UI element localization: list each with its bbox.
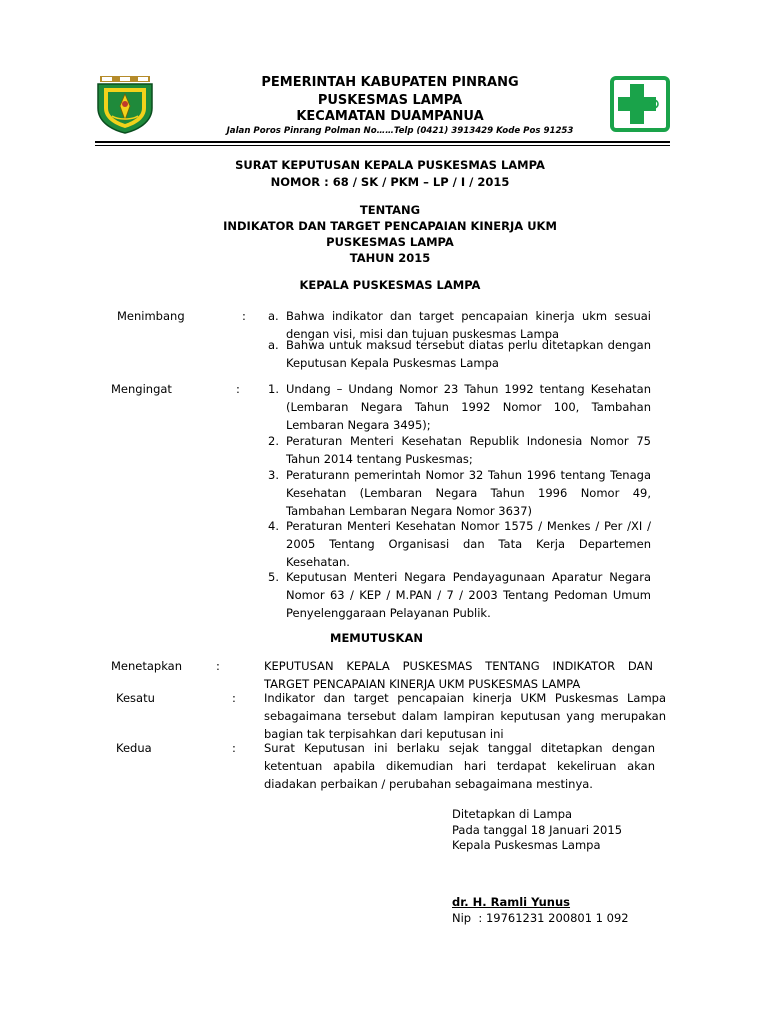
kesatu-text: Indikator dan target pencapaian kinerja UKM Puskesmas Lampa sebagaimana tersebut dalam lampiran keputusan yang merupakan bagian tak terpisahkan dari keputusan ini — [264, 691, 666, 741]
menimbang-label: Menimbang — [117, 309, 185, 323]
mengingat-item-3: Peraturann pemerintah Nomor 32 Tahun 1996 tentang Tenaga Kesehatan (Lembaran Negara Tahun 1996 Nomor 49, Tambahan Lembaran Negara Nomor 3637) — [286, 468, 651, 518]
decree-authority: KEPALA PUSKESMAS LAMPA — [299, 278, 481, 292]
signature-date: Pada tanggal 18 Januari 2015 — [452, 823, 623, 837]
mengingat-item-5: Keputusan Menteri Negara Pendayagunaan Aparatur Negara Nomor 63 / KEP / M.PAN / 7 / 2003 Tentang Pedoman Umum Penyelenggaraan Pelayanan Publik. — [286, 570, 651, 620]
kedua-text: Surat Keputusan ini berlaku sejak tanggal ditetapkan dengan ketentuan apabila dikemudian hari terdapat kekeliruan akan diadakan perbaikan / perubahan sebagaimana mestinya. — [264, 741, 655, 791]
signature-nip: Nip : 19761231 200801 1 092 — [452, 911, 629, 925]
decree-about-line-2: INDIKATOR DAN TARGET PENCAPAIAN KINERJA UKM — [223, 219, 557, 233]
mengingat-marker-4: 4. — [268, 519, 279, 533]
pinrang-regency-emblem-icon — [92, 74, 158, 134]
decision-heading: MEMUTUSKAN — [330, 631, 423, 645]
mengingat-marker-1: 1. — [268, 382, 279, 396]
menimbang-colon: : — [242, 309, 246, 323]
puskesmas-health-cross-icon — [610, 76, 670, 132]
decree-about-heading: TENTANG — [359, 203, 421, 217]
letterhead-rule-thin — [95, 145, 670, 146]
menetapkan-text: KEPUTUSAN KEPALA PUSKESMAS TENTANG INDIKATOR DAN TARGET PENCAPAIAN KINERJA UKM PUSKESMAS LAMPA — [264, 659, 653, 691]
menetapkan-colon: : — [216, 659, 220, 673]
letterhead-line-3: KECAMATAN DUAMPANUA — [296, 109, 484, 124]
kesatu-colon: : — [232, 691, 236, 705]
mengingat-marker-3: 3. — [268, 468, 279, 482]
mengingat-marker-5: 5. — [268, 570, 279, 584]
menimbang-marker-2: a. — [268, 338, 279, 352]
kedua-colon: : — [232, 741, 236, 755]
regency-emblem — [92, 74, 158, 134]
mengingat-colon: : — [236, 382, 240, 396]
menimbang-item-1: Bahwa indikator dan target pencapaian kinerja ukm sesuai dengan visi, misi dan tujuan puskesmas Lampa — [286, 309, 651, 341]
health-logo — [610, 76, 670, 132]
menimbang-item-2: Bahwa untuk maksud tersebut diatas perlu ditetapkan dengan Keputusan Kepala Puskesmas Lampa — [286, 338, 651, 370]
signature-place: Ditetapkan di Lampa — [452, 807, 573, 821]
letterhead-rule-thick — [95, 141, 670, 143]
kedua-label: Kedua — [116, 741, 152, 755]
mengingat-item-4: Peraturan Menteri Kesehatan Nomor 1575 / Menkes / Per /XI / 2005 Tentang Organisasi dan Tata Kerja Departemen Kesehatan. — [286, 519, 651, 569]
letterhead-line-1: PEMERINTAH KABUPATEN PINRANG — [261, 75, 519, 90]
menimbang-marker-1: a. — [268, 309, 279, 323]
mengingat-item-1: Undang – Undang Nomor 23 Tahun 1992 tentang Kesehatan (Lembaran Negara Tahun 1992 Nomor 100, Tambahan Lembaran Negara 3495); — [286, 382, 651, 432]
signature-position: Kepala Puskesmas Lampa — [452, 838, 601, 852]
decree-title: SURAT KEPUTUSAN KEPALA PUSKESMAS LAMPA — [235, 158, 545, 172]
signature-name: dr. H. Ramli Yunus — [452, 895, 571, 909]
mengingat-label: Mengingat — [111, 382, 172, 396]
letterhead-address: Jalan Poros Pinrang Polman No……Telp (0421) 3913429 Kode Pos 91253 — [226, 126, 574, 136]
mengingat-marker-2: 2. — [268, 434, 279, 448]
mengingat-item-2: Peraturan Menteri Kesehatan Republik Indonesia Nomor 75 Tahun 2014 tentang Puskesmas; — [286, 434, 651, 466]
decree-number: NOMOR : 68 / SK / PKM – LP / I / 2015 — [270, 175, 510, 189]
decree-about-line-3: PUSKESMAS LAMPA — [326, 235, 454, 249]
kesatu-label: Kesatu — [116, 691, 155, 705]
decree-about-line-4: TAHUN 2015 — [349, 251, 431, 265]
menetapkan-label: Menetapkan — [111, 659, 183, 673]
letterhead-line-2: PUSKESMAS LAMPA — [317, 93, 463, 108]
